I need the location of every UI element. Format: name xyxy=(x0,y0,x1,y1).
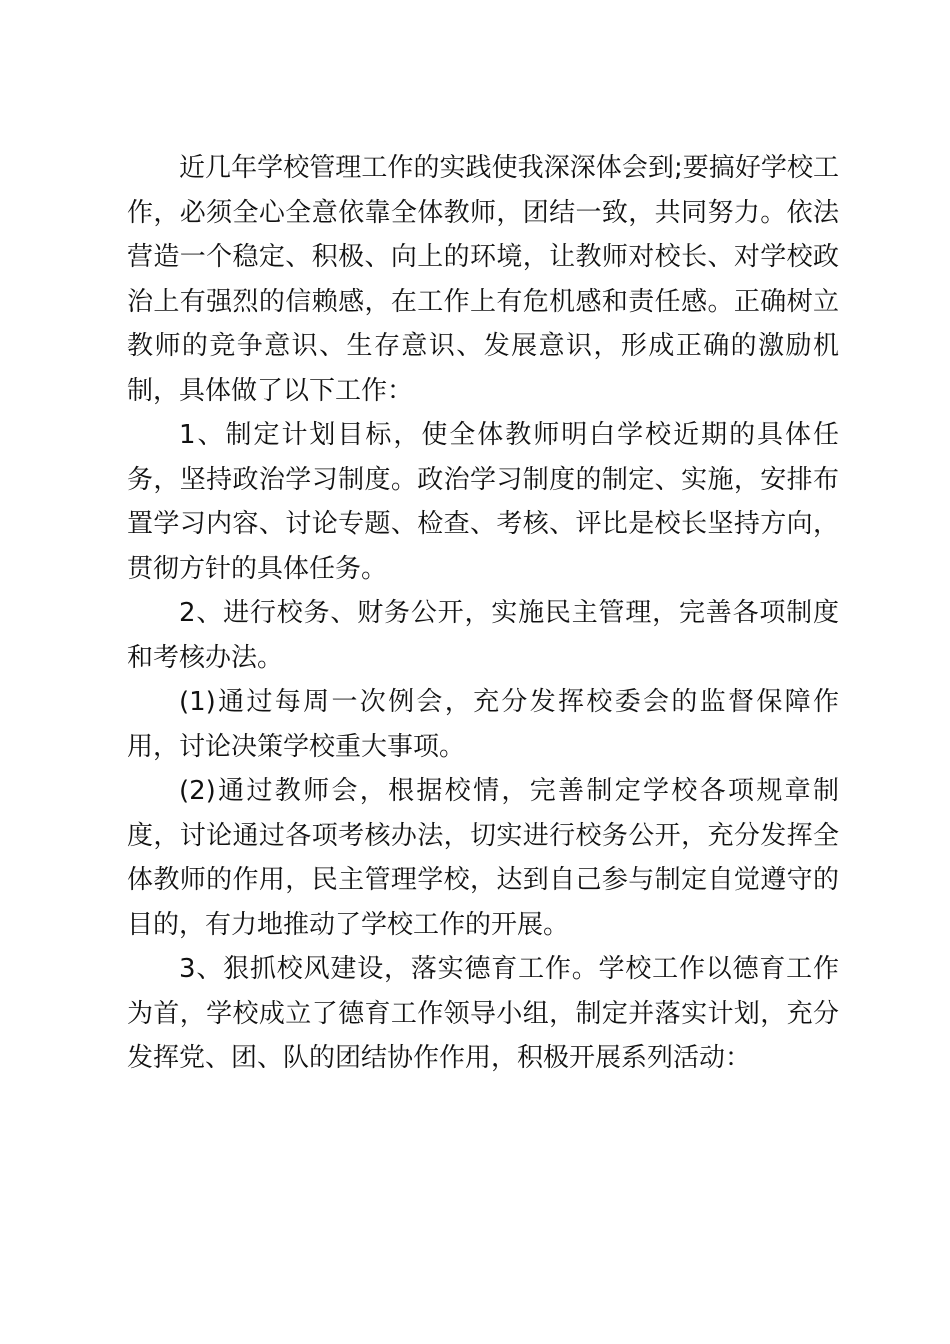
paragraph-intro: 近几年学校管理工作的实践使我深深体会到;要搞好学校工作，必须全心全意依靠全体教师，团结一致，共同努力。依法营造一个稳定、积极、向上的环境，让教师对校长、对学校政治上有强烈的信赖感，在工作上有危机感和责任感。正确树立教师的竞争意识、生存意识、发展意识，形成正确的激励机制，具体做了以下工作： xyxy=(127,153,839,406)
paragraph-item-2: 2、进行校务、财务公开，实施民主管理，完善各项制度和考核办法。 xyxy=(127,598,839,673)
document-body xyxy=(127,146,839,1081)
paragraph-subitem-1: (1)通过每周一次例会，充分发挥校委会的监督保障作用，讨论决策学校重大事项。 xyxy=(127,687,839,762)
paragraph-item-3: 3、狠抓校风建设，落实德育工作。学校工作以德育工作为首，学校成立了德育工作领导小组，制定并落实计划，充分发挥党、团、队的团结协作作用，积极开展系列活动： xyxy=(127,954,839,1073)
paragraph-subitem-2: (2)通过教师会，根据校情，完善制定学校各项规章制度，讨论通过各项考核办法，切实进行校务公开，充分发挥全体教师的作用，民主管理学校，达到自己参与制定自觉遵守的目的，有力地推动了学校工作的开展。 xyxy=(127,776,839,940)
paragraph-item-1: 1、制定计划目标，使全体教师明白学校近期的具体任务，坚持政治学习制度。政治学习制度的制定、实施，安排布置学习内容、讨论专题、检查、考核、评比是校长坚持方向，贯彻方针的具体任务。 xyxy=(127,420,839,584)
